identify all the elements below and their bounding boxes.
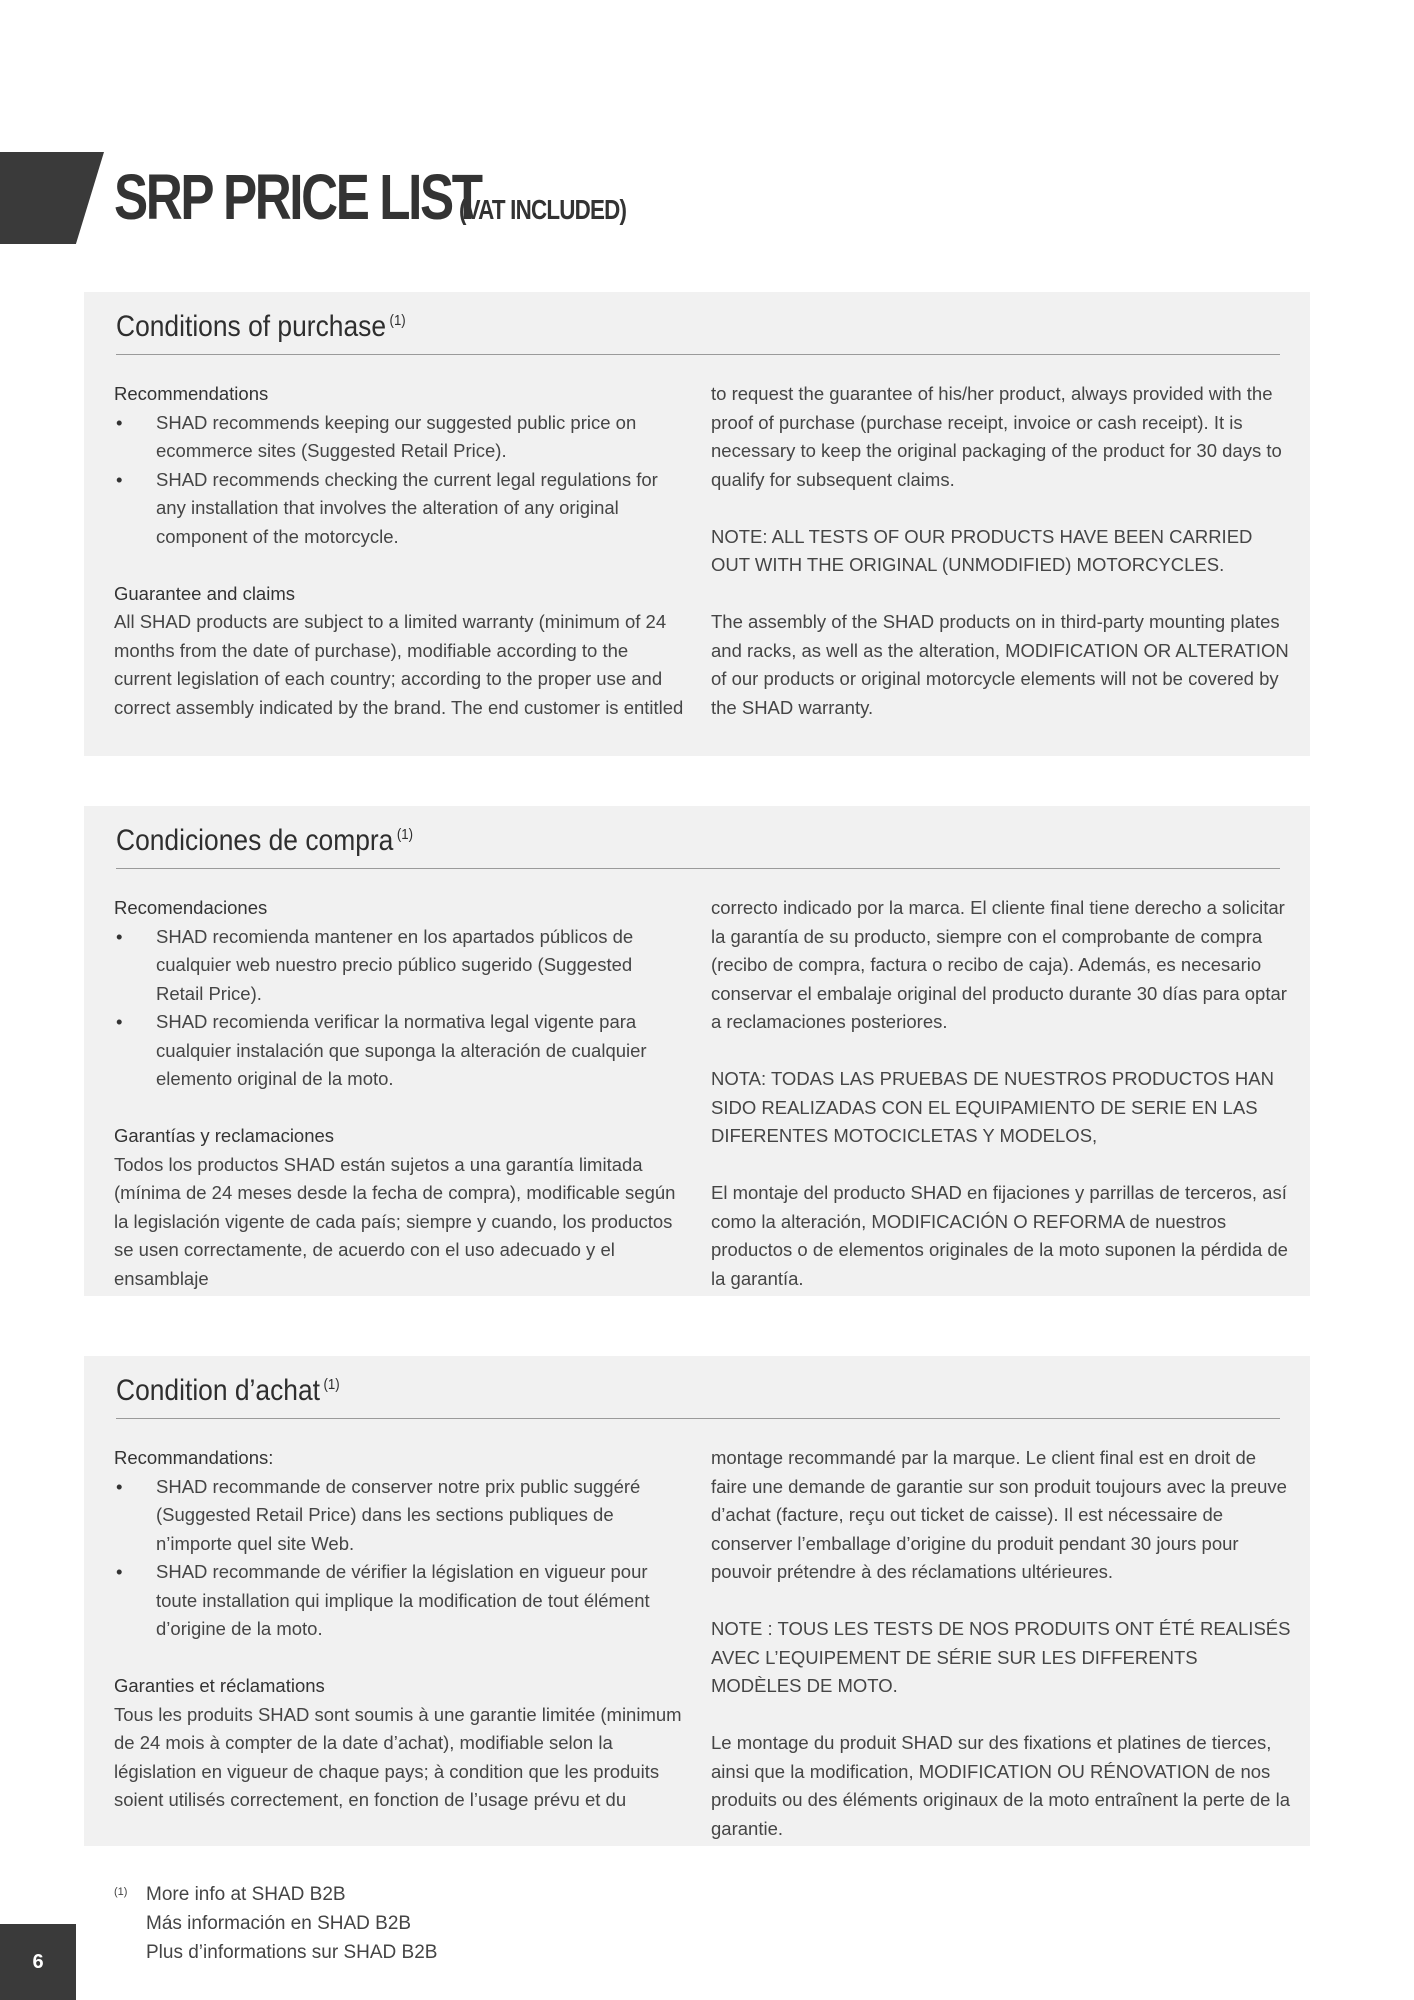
recommendations-list [114, 923, 684, 1094]
assembly-warning: Le montage du produit SHAD sur des fixations et platines de tierces, ainsi que la modification, MODIFICATION OU RÉNOVATION de nos produits ou des éléments originaux de la moto entraînent la perte de la garantie. [711, 1732, 1291, 1839]
section-left-column [114, 894, 684, 1293]
title-accent-tab [0, 152, 104, 244]
footnote-mark: (1) [114, 1886, 128, 1898]
list-item: • SHAD recommande de vérifier la législation en vigueur pour toute installation qui implique la modification de tout élément d’origine de la moto. [114, 1558, 684, 1644]
list-item: • SHAD recomienda mantener en los apartados públicos de cualquier web nuestro precio público sugerido (Suggested Retail Price). [114, 923, 684, 1009]
section-spanish [84, 806, 1310, 1296]
guarantee-continued: montage recommandé par la marque. Le client final est en droit de faire une demande de garantie sur son produit toujours avec la preuve d’achat (facture, reçu out ticket de caisse). Il est nécessaire de conserver l’emballage d’origine du produit pendant 30 jours pour pouvoir prétendre à des réclamations ultérieures. [711, 1447, 1287, 1582]
list-item: • SHAD recommande de conserver notre prix public suggéré (Suggested Retail Price) dans les sections publiques de n’importe quel site Web. [114, 1473, 684, 1559]
page-title-subtitle: (VAT INCLUDED) [459, 194, 627, 225]
guarantee-text: All SHAD products are subject to a limited warranty (minimum of 24 months from the date of purchase), modifiable according to the current legislation of each country; according to the proper use and correct assembly indicated by the brand. The end customer is entitled [114, 611, 684, 718]
page-title-main: SRP PRICE LIST [114, 161, 481, 233]
recommendations-list [114, 409, 684, 552]
section-right-column [711, 894, 1291, 1293]
tests-note: NOTE: ALL TESTS OF OUR PRODUCTS HAVE BEEN CARRIED OUT WITH THE ORIGINAL (UNMODIFIED) MOTORCYCLES. [711, 525, 1253, 575]
page-title [114, 160, 627, 234]
section-right-column [711, 380, 1291, 722]
section-heading: Condiciones de compra $^{(1)}$ [116, 824, 1280, 869]
section-french [84, 1356, 1310, 1846]
section-heading: Conditions of purchase $^{(1)}$ [116, 310, 1280, 355]
footnote-line: More info at SHAD B2B [146, 1884, 346, 1905]
recommendations-list [114, 1473, 684, 1644]
guarantee-continued: correcto indicado por la marca. El cliente final tiene derecho a solicitar la garantía de su producto, siempre con el comprobante de compra (recibo de compra, factura o recibo de caja). Además, es necesario conservar el embalaje original del producto durante 30 días para optar a reclamaciones posteriores. [711, 897, 1287, 1032]
guarantee-continued: to request the guarantee of his/her product, always provided with the proof of purchase (purchase receipt, invoice or cash receipt). It is necessary to keep the original packaging of the product for 30 days to qualify for subsequent claims. [711, 383, 1282, 490]
section-left-column [114, 1444, 684, 1815]
tests-note: NOTA: TODAS LAS PRUEBAS DE NUESTROS PRODUCTOS HAN SIDO REALIZADAS CON EL EQUIPAMIENTO DE SERIE EN LAS DIFERENTES MOTOCICLETAS Y MODELOS, [711, 1068, 1274, 1146]
section-left-column [114, 380, 684, 722]
footnote-line: Más información en SHAD B2B [146, 1913, 412, 1934]
guarantee-text: Tous les produits SHAD sont soumis à une garantie limitée (minimum de 24 mois à compter de la date d’achat), modifiable selon la législation en vigueur de chaque pays; à condition que les produits soient utilisés correctement, en fonction de l’usage prévu et du [114, 1703, 682, 1810]
section-english [84, 292, 1310, 756]
list-item: • SHAD recomienda verificar la normativa legal vigente para cualquier instalación que suponga la alteración de cualquier elemento original de la moto. [114, 1008, 684, 1094]
guarantee-text: Todos los productos SHAD están sujetos a una garantía limitada (mínima de 24 meses desde la fecha de compra), modificable según la legislación vigente de cada país; siempre y cuando, los productos se usen correctamente, de acuerdo con el uso adecuado y el ensamblaje [114, 1153, 676, 1289]
guarantee-title: Garanties et réclamations [114, 1675, 325, 1696]
section-heading: Condition d’achat $^{(1)}$ [116, 1374, 1280, 1419]
section-right-column [711, 1444, 1291, 1843]
footnote-line: Plus d’informations sur SHAD B2B [146, 1942, 438, 1963]
guarantee-title: Guarantee and claims [114, 582, 295, 604]
assembly-warning: The assembly of the SHAD products on in third-party mounting plates and racks, as well as the alteration, MODIFICATION OR ALTERATION of our products or original motorcycle elements will not be covered by the SHAD warranty. [711, 611, 1289, 718]
guarantee-title: Garantías y reclamaciones [114, 1125, 335, 1146]
page-number: 6 [0, 1924, 76, 2000]
tests-note: NOTE : TOUS LES TESTS DE NOS PRODUITS ONT ÉTÉ REALISÉS AVEC L’EQUIPEMENT DE SÉRIE SUR LES DIFFERENTS MODÈLES DE MOTO. [711, 1618, 1291, 1696]
recommendations-title: Recommendations [114, 383, 269, 404]
list-item: • SHAD recommends checking the current legal regulations for any installation that involves the alteration of any original component of the motorcycle. [114, 466, 684, 552]
list-item: • SHAD recommends keeping our suggested public price on ecommerce sites (Suggested Retail Price). [114, 409, 684, 466]
footnote [114, 1880, 437, 1967]
recommendations-title: Recomendaciones [114, 897, 268, 918]
assembly-warning: El montaje del producto SHAD en fijaciones y parrillas de terceros, así como la alteración, MODIFICACIÓN O REFORMA de nuestros productos o de elementos originales de la moto suponen la pérdida de la garantía. [711, 1182, 1288, 1289]
recommendations-title: Recommandations: [114, 1447, 274, 1468]
